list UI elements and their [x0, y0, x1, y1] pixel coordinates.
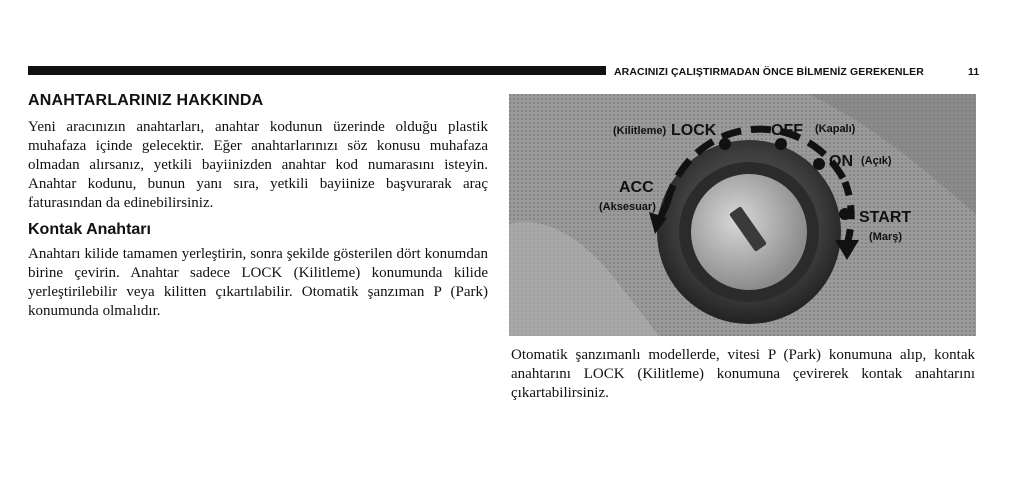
- acc-label: ACC: [619, 179, 654, 196]
- on-position-dot: [813, 158, 825, 170]
- start-position-dot: [839, 208, 851, 220]
- off-tr-label: (Kapalı): [815, 123, 856, 135]
- off-position-dot: [775, 138, 787, 150]
- start-label: START: [859, 209, 912, 226]
- start-tr-label: (Marş): [869, 231, 903, 243]
- left-column: [28, 92, 488, 321]
- lock-position-dot: [719, 138, 731, 150]
- section-title-ignition: Kontak Anahtarı: [28, 221, 151, 238]
- running-head: [614, 66, 994, 78]
- on-tr-label: (Açık): [861, 155, 892, 167]
- ignition-switch-illustration: [509, 94, 976, 336]
- lock-tr-label: (Kilitleme): [613, 125, 667, 137]
- running-title: ARACINIZI ÇALIŞTIRMADAN ÖNCE BİLMENİZ GEREKENLER: [614, 66, 924, 78]
- header-rule: [28, 66, 606, 75]
- page-number: 11: [968, 66, 980, 78]
- ignition-switch-figure: [509, 94, 976, 336]
- on-label: ON: [829, 153, 853, 170]
- off-label: OFF: [771, 122, 803, 139]
- keys-paragraph: Yeni aracınızın anahtarları, anahtar kodunun üzerinde olduğu plastik muhafaza içinde gelecektir. Eğer anahtarlarınızı söz konusu muhafaza olmadan alırsanız, yetkili bayiinizden anahtar kod numarasını isteyin. Anahtar kodunu, bunun yanı sıra, yetkili bayiinize başvurarak araç faturasından da edinebilirsiniz.: [28, 119, 488, 211]
- lock-label: LOCK: [671, 122, 717, 139]
- ignition-paragraph: Anahtarı kilide tamamen yerleştirin, sonra şekilde gösterilen dört konumdan birine çevirin. Anahtar sadece LOCK (Kilitleme) konumunda kilide yerleştirilebilir veya kilitten çıkartılabilir. Otomatik şanzıman P (Park) konumunda olmalıdır.: [28, 246, 488, 319]
- acc-tr-label: (Aksesuar): [599, 201, 656, 213]
- section-title-keys: ANAHTARLARINIZ HAKKINDA: [28, 92, 264, 109]
- figure-caption: Otomatik şanzımanlı modellerde, vitesi P (Park) konumuna alıp, kontak anahtarını LOCK (Kilitleme) konumuna çevirerek kontak anahtarını çıkartabilirsiniz.: [511, 347, 975, 401]
